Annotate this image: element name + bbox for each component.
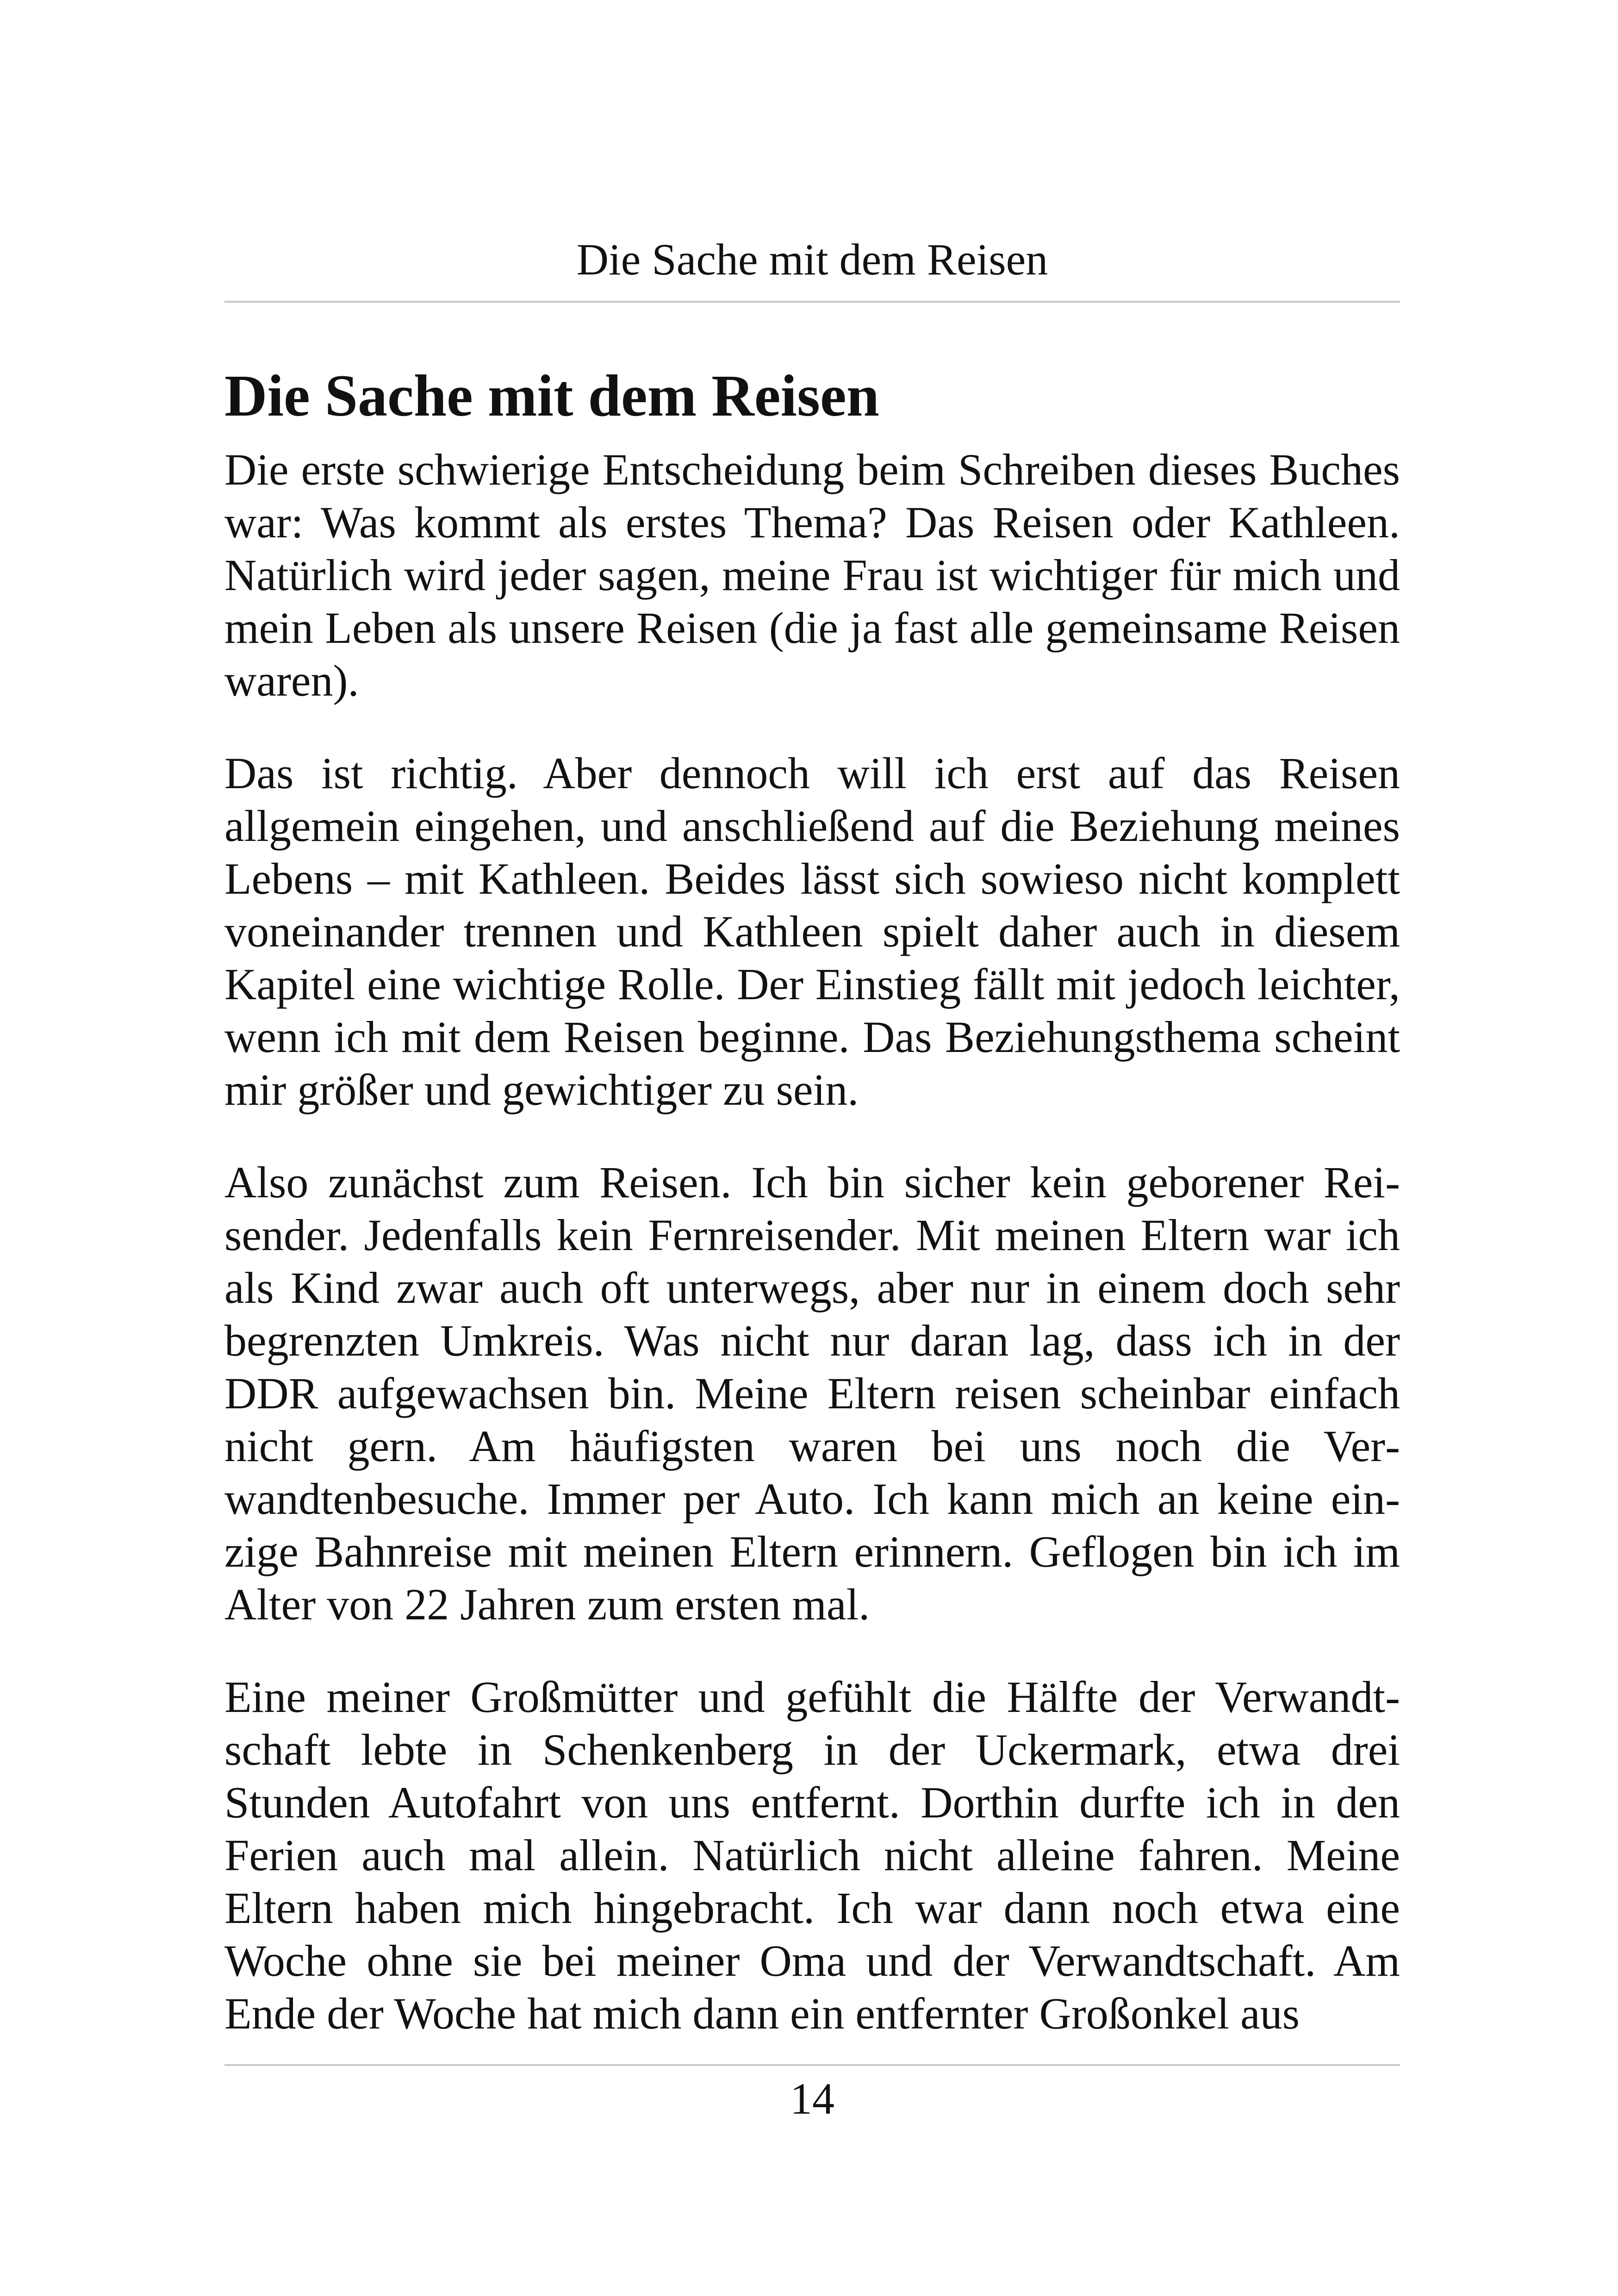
paragraph-4: Eine meiner Großmütter und gefühlt die Hälfte der Verwandtschaft lebte in Schenkenberg in der Uckermark, etwa drei Stunden Autofahrt von uns entfernt. Dorthin durfte ich in den Ferien auch mal allein. Natürlich nicht alleine fahren. Meine Eltern haben mich hingebracht. Ich war dann noch etwa eine Woche ohne sie bei meiner Oma und der Verwandtschaft. Am Ende der Woche hat mich dann ein entfernter Großonkel aus — [224, 1672, 1400, 2038]
running-header: Die Sache mit dem Reisen — [576, 235, 1048, 284]
paragraph-3: Also zunächst zum Reisen. Ich bin sicher kein geborener Reisender. Jedenfalls kein Fernreisender. Mit meinen Eltern war ich als Kind zwar auch oft unterwegs, aber nur in einem doch sehr begrenzten Umkreis. Was nicht nur daran lag, dass ich in der DDR aufgewachsen bin. Meine Eltern reisen scheinbar einfach nicht gern. Am häufigsten waren bei uns noch die Verwandtenbesuche. Immer per Auto. Ich kann mich an keine einzige Bahnreise mit meinen Eltern erinnern. Geflogen bin ich im Alter von 22 Jahren zum ersten mal. — [224, 1157, 1400, 1629]
page-number: 14 — [790, 2074, 834, 2123]
paragraph-2: Das ist richtig. Aber dennoch will ich erst auf das Reisen allgemein eingehen, und anschließend auf die Beziehung meines Lebens – mit Kathleen. Beides lässt sich sowieso nicht komplett voneinander trennen und Kathleen spielt daher auch in diesem Kapitel eine wichtige Rolle. Der Einstieg fällt mit jedoch leichter, wenn ich mit dem Reisen beginne. Das Beziehungsthema scheint mir größer und gewichtiger zu sein. — [224, 748, 1400, 1114]
header-divider — [224, 301, 1400, 303]
chapter-title: Die Sache mit dem Reisen — [224, 363, 879, 429]
page-body — [224, 356, 1400, 2040]
paragraph-1: Die erste schwierige Entscheidung beim Schreiben dieses Buches war: Was kommt als erstes Thema? Das Reisen oder Kathleen. Natürlich wird jeder sagen, meine Frau ist wichtiger für mich und mein Leben als unsere Reisen (die ja fast alle gemeinsame Reisen waren). — [224, 445, 1400, 705]
footer-divider — [224, 2064, 1400, 2066]
